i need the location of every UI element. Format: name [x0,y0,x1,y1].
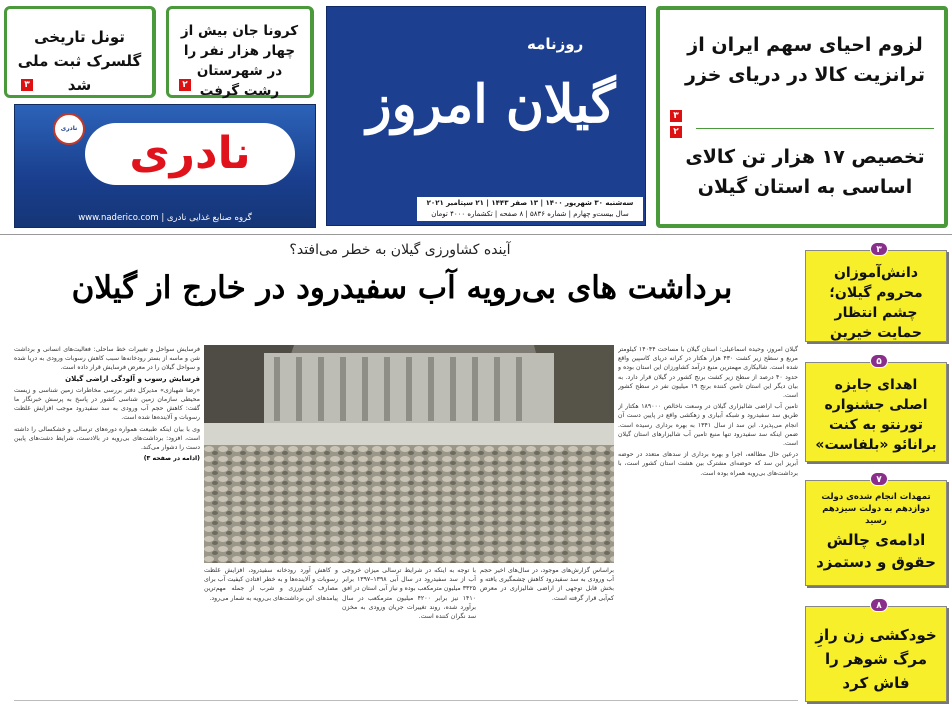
article-column-right [618,345,798,707]
top-right-headlines[interactable] [656,6,948,228]
continued-note[interactable]: (ادامه در صفحه ۳) [143,455,200,463]
page-badge: ۵ [870,354,888,368]
paragraph: با توجه به اینکه در شرایط ترسالی میزان خروجی آب از سد سفیدرود در سال آبی ۱۳۹۸–۱۳۹۷ برابر ۳۳۲۵ میلیون مترمکعب بوده و نیاز آبی استان در افق ۱۴۱۰ نیز برابر ۴۲۰۰ میلیون مترمکعب در سال برآورد شده، روند تغییرات جریان ورودی به مخزن سد نگران کننده است. [342,567,476,621]
divider [696,128,934,129]
sidebar-text: ادامه‌ی چالش حقوق و دستمزد [816,531,936,571]
sidebar-text: اهدای جایزه اصلی جشنواره تورنتو به کنت برانائو «بلفاست» [815,377,937,453]
dam-illustration [204,345,614,563]
paragraph: و کاهش آورد رودخانه سفیدرود، افزایش غلظت رسوبات و آلاینده‌ها و به خطر افتادن کیفیت آب برای مصارف کشاورزی و شرب از جمله مهم‌ترین پیامدهای این برداشت‌های بی‌رویه به شمار می‌رود. [204,567,338,602]
paragraph: گیلان امروز، وحیده اسماعیلی: استان گیلان با مساحت ۱۴۰۴۴ کیلومتر مربع و سطح زیر کشت ۴۳۰ هزار هکتار در کرانه دریای کاسپین واقع شده است. شالیکاری مهمترین منبع درآمد کشاورزان این استان بوده و حدود ۴۰ درصد از سطح زیر کشت برنج کشور در گیلان قرار دارد. به بیان دیگر این استان تامین کننده برنج ۱۹ میلیون نفر در سطح کشور است. [618,346,798,400]
sidebar-item-wages[interactable] [805,475,947,586]
article-column-left [14,345,200,700]
masthead-dateline [417,197,643,221]
sidebar-item-festival[interactable] [805,357,947,462]
ad-url: www.naderico.com [78,213,159,223]
page-badge: ۸ [870,598,888,612]
masthead [326,6,646,226]
issue-line: سال بیست‌و چهارم | شماره ۵۸۳۶ | ۸ صفحه | تکشماره ۴۰۰۰ تومان [431,210,629,218]
story-headline[interactable]: برداشت های بی‌رویه آب سفیدرود در خارج از گیلان [71,270,733,306]
ad-footer: گروه صنایع غذایی نادری | www.naderico.com [78,213,252,223]
story-kicker: آینده کشاورزی گیلان به خطر می‌افتد؟ [289,242,511,258]
headline-goods[interactable]: تخصیص ۱۷ هزار تن کالای اساسی به استان گیلان [685,146,925,198]
article-column-bottom-left [204,566,338,706]
page-tag: ۲ [670,126,682,138]
masthead-small-label: روزنامه [527,35,584,53]
page-badge: ۳ [870,242,888,256]
page-tag: ۲ [179,79,191,91]
sidebar-kicker: تمهدات انجام شده‌ی دولت دوازدهم به دولت سیزدهم رسید [821,492,931,526]
page-tag: ۳ [670,110,682,122]
paragraph: درعین حال مطالعه، اجرا و بهره برداری از سدهای متعدد در حوضه آبریز این سد که حوضه‌ای مشترک بین هشت استان کشور است، با برداشت‌های بی‌رویه همراه بوده است. [618,451,798,477]
teaser-text: کرونا جان بیش از چهار هزار نفر را در شهرستان رشت گرفت [180,23,299,99]
paragraph: فرسایش سواحل و تغییرات خط ساحلی: فعالیت‌های انسانی و برداشت شن و ماسه از بستر رودخانه‌ها سبب کاهش رسوبات ورودی به دریا شده و سواحل گیلان را در معرض فرسایش قرار داده است. [14,346,200,372]
teaser-box-corona[interactable] [166,6,314,98]
paragraph: «رضا شهبازی» مدیرکل دفتر بررسی مخاطرات زمین شناسی و زیست محیطی سازمان زمین شناسی کشور در پاسخ به پرسش خبرنگار ما گفت: کاهش حجم آب ورودی به سد سفیدرود موجب افزایش غلظت رسوبات و آلاینده‌ها شده است. [14,386,200,422]
masthead-title: گیلان امروز [366,74,616,135]
naderi-logo-icon: نادری [53,113,85,145]
date-line: سه‌شنبه ۳۰ شهریور ۱۴۰۰ | ۱۳ صفر ۱۴۴۳ | ۲۱ سپتامبر ۲۰۲۱ [426,199,634,207]
sidebar-text: خودکشی زن رازِ مرگ شوهر را فاش کرد [815,626,937,692]
sidebar-text: دانش‌آموزان محروم گیلان؛ چشم انتظار حمایت خیرین [829,265,923,341]
ad-company: گروه صنایع غذایی نادری [166,213,252,223]
paragraph: براساس گزارش‌های موجود، در سال‌های اخیر حجم آب ورودی به سد سفیدرود کاهش چشمگیری یافته و بخش قابل توجهی از اراضی شالیزاری در معرض کم‌آبی قرار گرفته است. [480,567,614,602]
sidebar-item-students[interactable] [805,245,947,342]
headline-transit[interactable]: لزوم احیای سهم ایران از ترانزیت کالا در دریای خزر [685,34,925,86]
naderi-ad[interactable] [14,104,316,228]
header-rule [0,234,952,235]
teaser-box-tunnel[interactable] [4,6,156,98]
naderi-brand-name: نادری [85,123,295,185]
paragraph: تامین آب اراضی شالیزاری گیلان در وسعت ناخالص ۱۸۹۰۰۰ هکتار از طریق سد سفیدرود و شبکه آبیاری و زهکشی واقع در پایین دست آن انجام می‌پذیرد. این سد از سال ۱۳۴۱ به بهره برداری رسیده است. ضمن اینکه سد سفیدرود تنها منبع تامین آب شالیزارهای استان گیلان است. [618,403,798,448]
article-column-bottom-right [480,566,614,706]
article-column-bottom-mid [342,566,476,706]
page-badge: ۷ [870,472,888,486]
sidebar-item-suicide[interactable] [805,601,947,702]
subheading: فرسایش رسوب و آلودگی اراضی گیلان [65,374,200,383]
paragraph: وی با بیان اینکه طبیعت همواره دوره‌های ترسالی و خشکسالی را داشته است، افزود: برداشت‌های بی‌رویه در بالادست، شرایط دشت‌های پایین دست را دشوار می‌کند. [14,425,200,452]
dam-photo [204,345,614,563]
bottom-rule [14,700,798,701]
teaser-text: تونل تاریخی گلسرک ثبت ملی شد [17,28,142,94]
page-tag: ۳ [21,79,33,91]
